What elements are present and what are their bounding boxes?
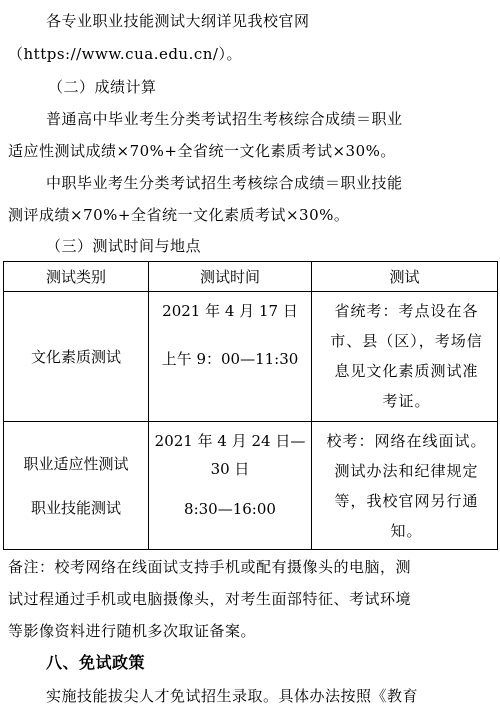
- row-1-location: [312, 292, 498, 422]
- row-2-note-line-2: 测试办法和纪律规定: [334, 462, 479, 480]
- remark-line-1: 备注：校考网络在线面试支持手机或配有摄像头的电脑，测: [8, 558, 412, 576]
- row-2-category-line-1: 职业适应性测试: [23, 454, 129, 473]
- row-2-category-line-2: 职业技能测试: [30, 498, 121, 517]
- section-2-para-2-line-2: 测评成绩×70%+全省统一文化素质考试×30%。: [8, 206, 350, 224]
- remark-line-2: 试过程通过手机或电脑摄像头，对考生面部特征、考试环境: [8, 590, 412, 608]
- section-3-heading: （三）测试时间与地点: [46, 237, 202, 255]
- row-1-time: [149, 292, 312, 422]
- row-2-note-line-4: 知。: [390, 522, 423, 540]
- section-8-para-line-1: 实施技能拔尖人才免试招生录取。具体办法按照《教育: [46, 687, 419, 705]
- row-2-time-date-1: 2021 年 4 月 24 日—: [154, 432, 306, 450]
- row-1-time-hours: 上午 9：00—11:30: [161, 350, 299, 368]
- section-2-para-1-line-2: 适应性测试成绩×70%+全省统一文化素质考试×30%。: [8, 142, 396, 160]
- section-8-heading: 八、免试政策: [46, 653, 146, 672]
- section-2-para-2-line-1: 中职毕业考生分类考试招生考核综合成绩＝职业技能: [46, 174, 403, 192]
- remark-line-3: 等影像资料进行随机多次取证备案。: [8, 622, 257, 640]
- row-1-note-line-4: 考证。: [382, 392, 431, 410]
- row-2-category: [4, 422, 149, 550]
- row-2-time: [149, 422, 312, 550]
- header-location: 测试: [312, 262, 498, 292]
- section-2-para-1-line-1: 普通高中毕业考生分类考试招生考核综合成绩＝职业: [46, 110, 403, 128]
- row-2-time-date-2: 30 日: [210, 460, 250, 478]
- table-header-row: [4, 262, 498, 292]
- table-row: [4, 292, 498, 422]
- row-1-category: 文化素质测试: [4, 292, 149, 422]
- row-2-location: [312, 422, 498, 550]
- table-row: [4, 422, 498, 550]
- row-1-note-line-2: 市、县（区），考场信: [330, 332, 483, 350]
- row-1-note-line-1: 省统考：考点设在各: [334, 302, 479, 320]
- row-2-note-line-3: 等，我校官网另行通: [334, 492, 479, 510]
- row-2-time-hours: 8:30—16:00: [184, 500, 276, 518]
- header-time: 测试时间: [149, 262, 312, 292]
- row-1-time-date: 2021 年 4 月 17 日: [162, 302, 298, 320]
- intro-line-1: 各专业职业技能测试大纲详见我校官网: [46, 12, 310, 30]
- header-category: 测试类别: [4, 262, 149, 292]
- intro-line-2-url: （https://www.cua.edu.cn/）。: [8, 45, 242, 63]
- row-1-note-line-3: 息见文化素质测试准: [334, 362, 479, 380]
- schedule-table: [3, 261, 498, 550]
- section-2-heading: （二）成绩计算: [48, 78, 157, 96]
- row-2-note-line-1: 校考：网络在线面试。: [326, 432, 487, 450]
